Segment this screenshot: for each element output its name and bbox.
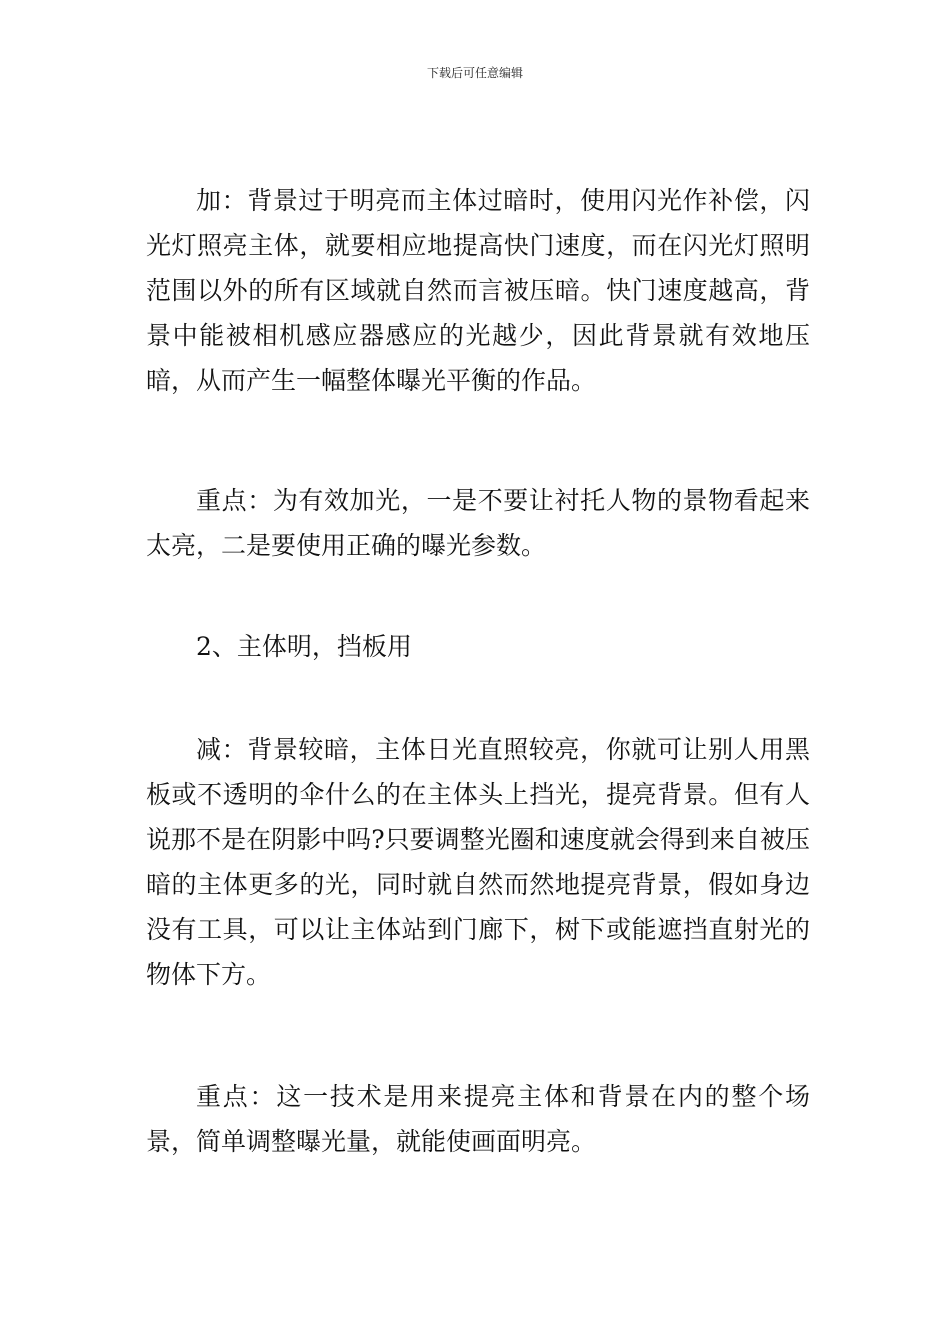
paragraph-flash-fill: 加：背景过于明亮而主体过暗时，使用闪光作补偿，闪光灯照亮主体，就要相应地提高快门速度，而在闪光灯照明范围以外的所有区域就自然而言被压暗。快门速度越高，背景中能被相机感应器感应的光越少，因此背景就有效地压暗，从而产生一幅整体曝光平衡的作品。	[146, 186, 810, 395]
section-heading-bright-subject: 2、主体明，挡板用	[196, 632, 412, 661]
paragraph-key-point-brighten: 重点：这一技术是用来提亮主体和背景在内的整个场景，简单调整曝光量，就能使画面明亮。	[146, 1082, 810, 1156]
paragraph-key-point-add-light: 重点：为有效加光，一是不要让衬托人物的景物看起来太亮，二是要使用正确的曝光参数。	[146, 486, 810, 560]
page-header: 下载后可任意编辑	[426, 66, 523, 80]
paragraph-reduce-light: 减：背景较暗，主体日光直照较亮，你就可让别人用黑板或不透明的伞什么的在主体头上挡光，提亮背景。但有人说那不是在阴影中吗?只要调整光圈和速度就会得到来自被压暗的主体更多的光，同时就自然而然地提亮背景，假如身边没有工具，可以让主体站到门廊下，树下或能遮挡直射光的物体下方。	[146, 735, 810, 989]
